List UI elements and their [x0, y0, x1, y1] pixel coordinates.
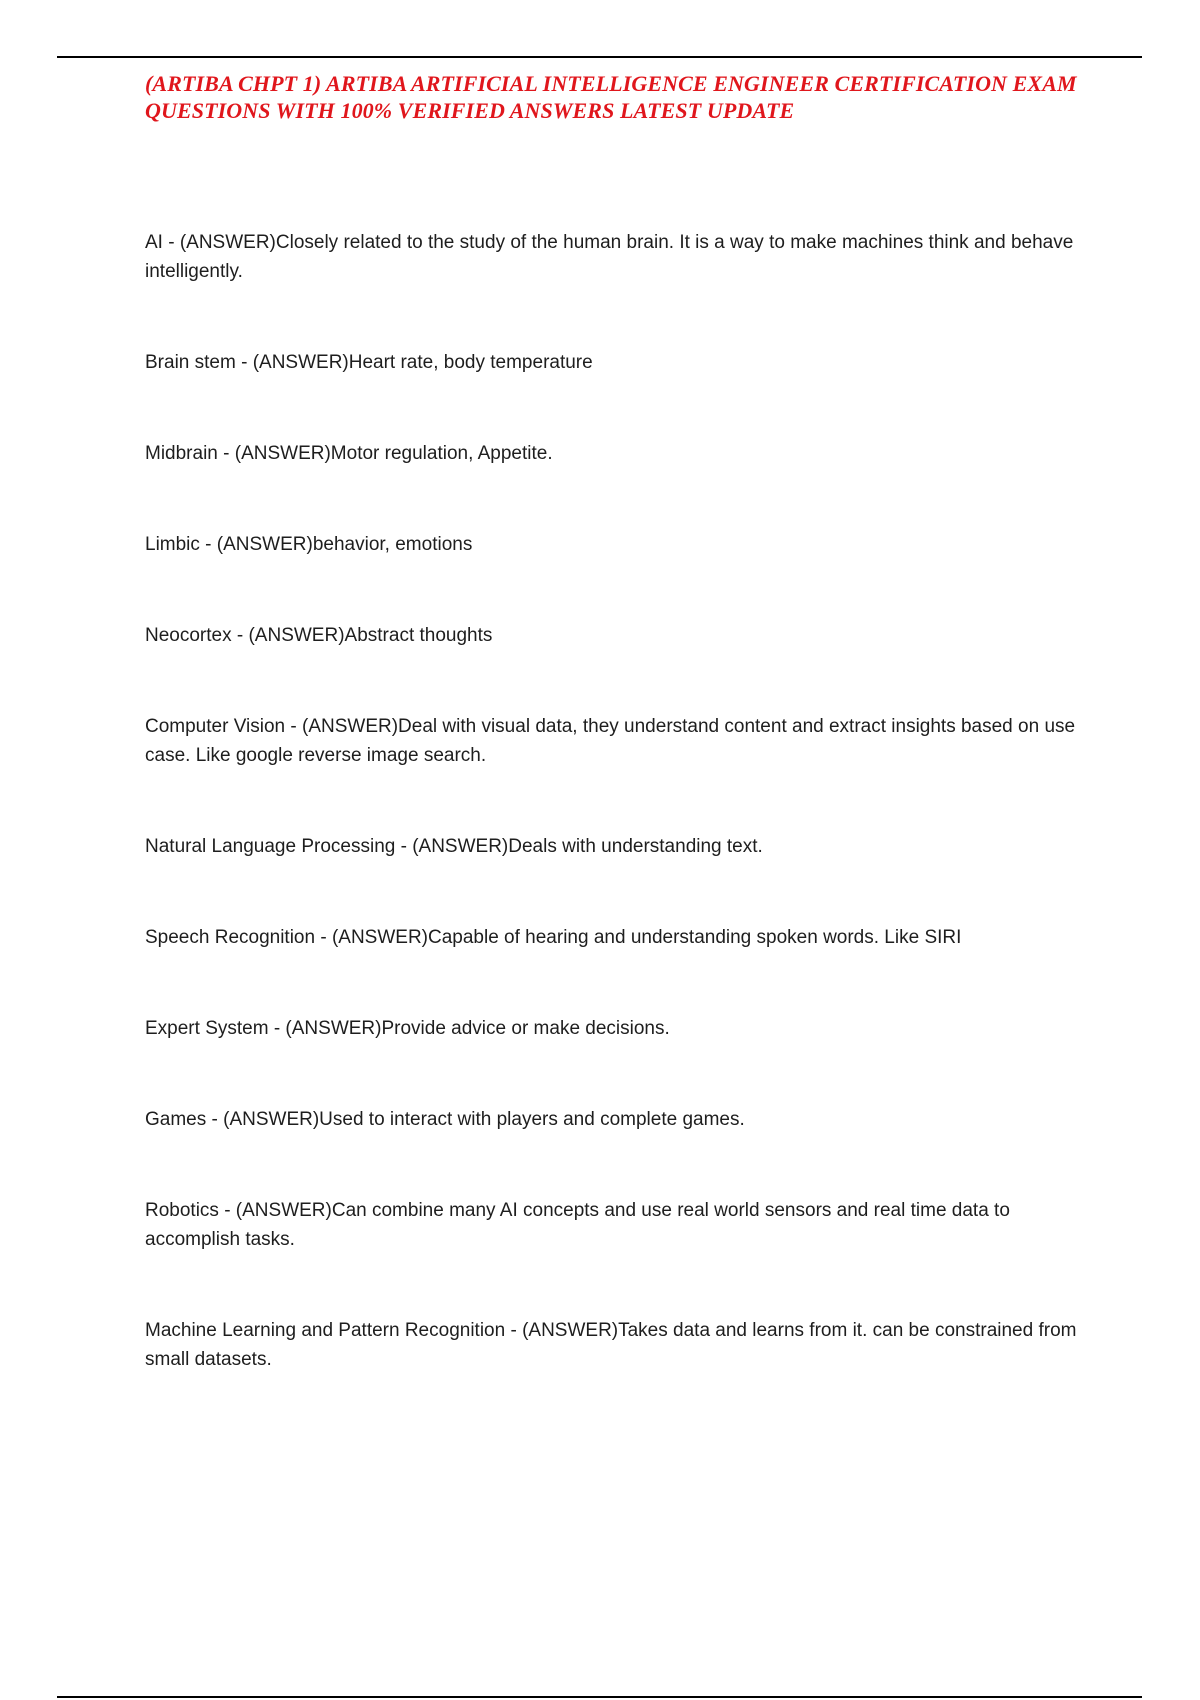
- entry-brain-stem: Brain stem - (ANSWER)Heart rate, body temperature: [145, 352, 593, 373]
- entry-computer-vision: Computer Vision - (ANSWER)Deal with visual data, they understand content and extract insights based on use case. Like google reverse image search.: [145, 716, 1076, 766]
- bottom-rule: [57, 1696, 1142, 1698]
- top-rule: [57, 56, 1142, 58]
- entry-ai: AI - (ANSWER)Closely related to the study of the human brain. It is a way to make machines think and behave intelligently.: [145, 232, 1074, 282]
- entry-machine-learning: Machine Learning and Pattern Recognition - (ANSWER)Takes data and learns from it. can be constrained from small datasets.: [145, 1320, 1077, 1370]
- answer-list: [145, 228, 1090, 1436]
- entry-speech-recognition: Speech Recognition - (ANSWER)Capable of hearing and understanding spoken words. Like SIRI: [145, 927, 962, 948]
- entry-natural-language-processing: Natural Language Processing - (ANSWER)Deals with understanding text.: [145, 836, 763, 857]
- document-title: (ARTIBA CHPT 1) ARTIBA ARTIFICIAL INTELLIGENCE ENGINEER CERTIFICATION EXAM QUESTIONS WITH 100% VERIFIED ANSWERS LATEST UPDATE: [145, 71, 1077, 123]
- entry-neocortex: Neocortex - (ANSWER)Abstract thoughts: [145, 625, 493, 646]
- entry-midbrain: Midbrain - (ANSWER)Motor regulation, Appetite.: [145, 443, 553, 464]
- entry-robotics: Robotics - (ANSWER)Can combine many AI concepts and use real world sensors and real time data to accomplish tasks.: [145, 1200, 1010, 1250]
- entry-expert-system: Expert System - (ANSWER)Provide advice or make decisions.: [145, 1018, 670, 1039]
- entry-games: Games - (ANSWER)Used to interact with players and complete games.: [145, 1109, 745, 1130]
- entry-limbic: Limbic - (ANSWER)behavior, emotions: [145, 534, 473, 555]
